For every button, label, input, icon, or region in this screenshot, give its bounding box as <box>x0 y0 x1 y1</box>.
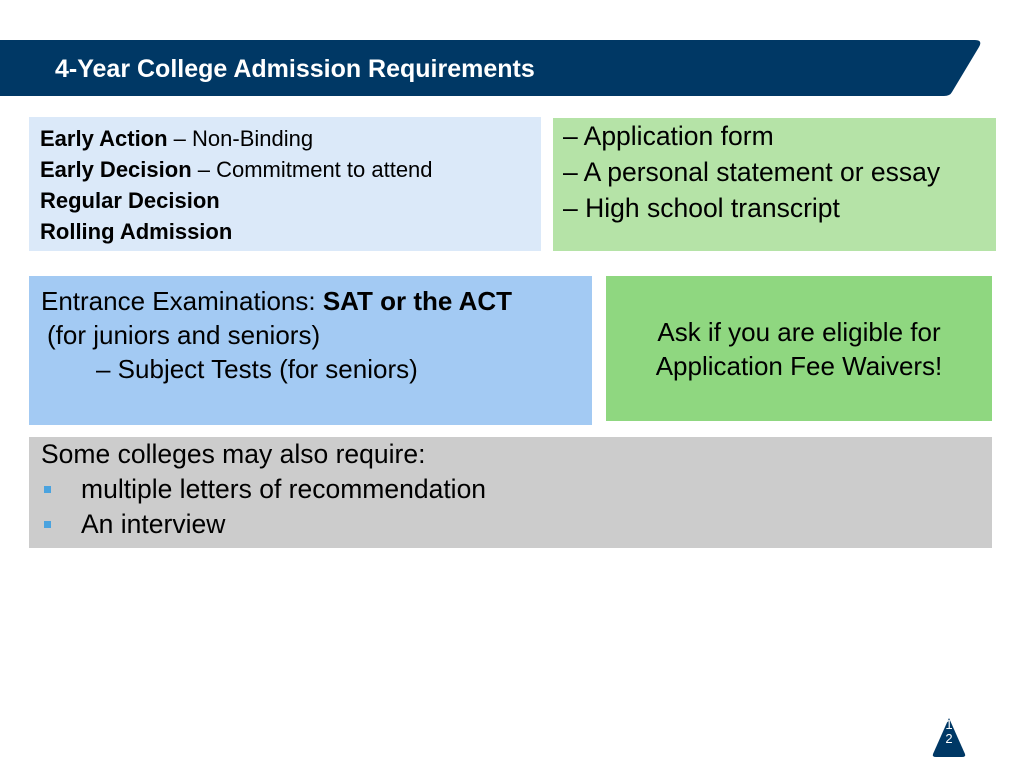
deadline-row <box>40 216 530 247</box>
square-bullet-icon <box>44 521 51 528</box>
material-item: – Application form <box>563 121 774 151</box>
deadline-description: – Non-Binding <box>167 126 314 151</box>
list-item-text: multiple letters of recommendation <box>81 474 487 504</box>
fee-waiver-text <box>656 315 943 383</box>
deadline-row <box>40 154 530 185</box>
material-item: – A personal statement or essay <box>563 157 941 187</box>
list-item <box>41 507 980 542</box>
deadline-description: – Commitment to attend <box>191 157 433 182</box>
deadline-row <box>40 123 530 154</box>
exams-subject-tests: – Subject Tests (for seniors) <box>96 354 418 384</box>
entrance-exams-box <box>29 276 592 425</box>
exams-tests: SAT or the ACT <box>322 286 513 316</box>
title-banner <box>0 40 983 96</box>
deadline-term: Early Decision <box>40 157 192 182</box>
application-deadlines-box <box>29 117 541 251</box>
deadline-term: Rolling Admission <box>40 219 233 244</box>
deadline-term: Early Action <box>40 126 168 151</box>
slide-number-badge <box>931 716 967 758</box>
exams-audience: (for juniors and seniors) <box>47 320 321 350</box>
exams-lead: Entrance Examinations: <box>41 286 323 316</box>
material-item: – High school transcript <box>563 193 840 223</box>
deadline-row <box>40 185 530 216</box>
fee-waiver-box <box>606 276 992 421</box>
slide-title: 4-Year College Admission Requirements <box>55 55 535 83</box>
square-bullet-icon <box>44 486 51 493</box>
fee-waiver-line: Application Fee Waivers! <box>655 350 943 381</box>
list-item <box>41 472 980 507</box>
deadline-term: Regular Decision <box>40 188 220 213</box>
application-materials-box <box>553 118 996 251</box>
exams-heading <box>41 284 580 318</box>
fee-waiver-line: Ask if you are eligible for <box>657 316 941 347</box>
additional-requirements-intro: Some colleges may also require: <box>41 439 426 469</box>
slide-number: 12 <box>945 717 953 746</box>
list-item-text: An interview <box>81 509 226 539</box>
additional-requirements-box <box>29 437 992 548</box>
